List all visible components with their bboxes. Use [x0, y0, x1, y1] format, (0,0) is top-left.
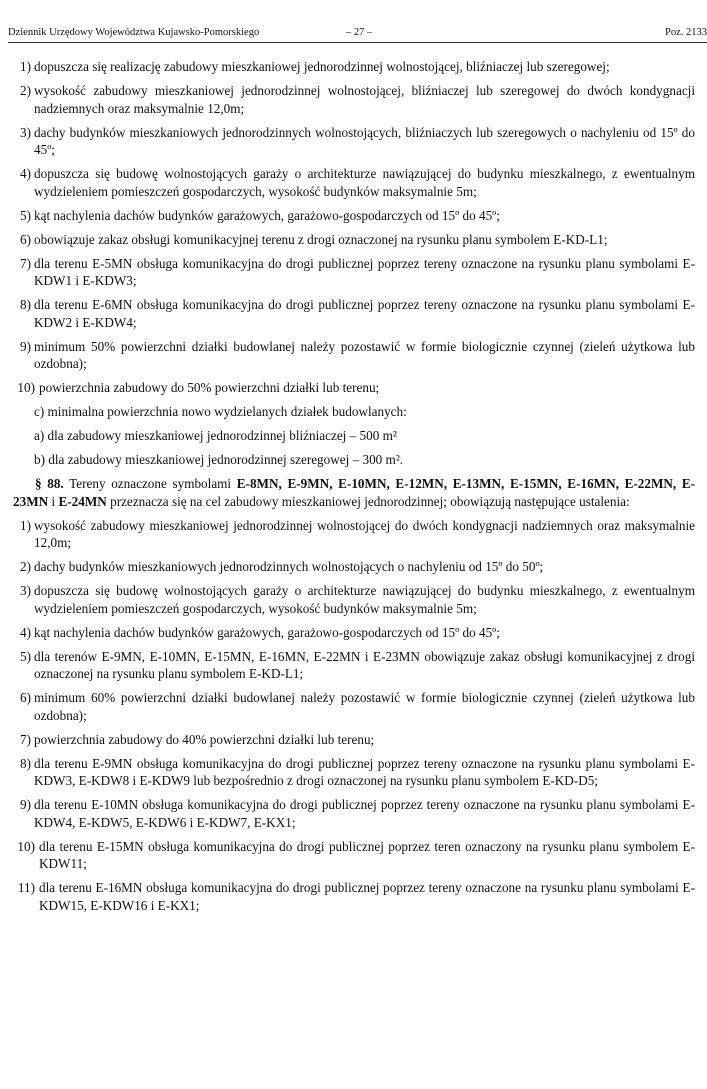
- sub-item: a) dla zabudowy mieszkaniowej jednorodzinnej bliźniaczej – 500 m²: [34, 428, 397, 443]
- header-rule: [8, 42, 707, 43]
- list-item: 2) wysokość zabudowy mieszkaniowej jednorodzinnej wolnostojącej, bliźniaczej lub szeregowej do dwóch kondygnacji nadziemnych oraz maksymalnie 12,0m;: [20, 83, 695, 116]
- sub-item: c) minimalna powierzchnia nowo wydzielanych działek budowlanych:: [34, 404, 407, 419]
- list-item: 3) dachy budynków mieszkaniowych jednorodzinnych wolnostojących, bliźniaczych lub szeregowych o nachyleniu od 15º do 45º;: [20, 124, 695, 157]
- position-number: Poz. 2133: [665, 27, 707, 38]
- list-item: 6) obowiązuje zakaz obsługi komunikacyjnej terenu z drogi oznaczonej na rysunku planu symbolem E-KD-L1;: [20, 231, 608, 247]
- document-body: [13, 58, 695, 921]
- section-symbols: E-8MN, E-9MN, E-10MN, E-12MN, E-13MN, E-15MN, E-16MN, E-22MN, E-23MN: [13, 476, 696, 509]
- list-item: 7) powierzchnia zabudowy do 40% powierzchni działki lub terenu;: [20, 731, 375, 747]
- section-mark: § 88.: [35, 476, 64, 491]
- page-header: [8, 26, 707, 40]
- list-item: 4) dopuszcza się budowę wolnostojących garaży o architekturze nawiązującej do budynku mieszkalnego, z ewentualnym wydzieleniem pomieszczeń gospodarczych, wysokość budynków maksymalnie 5m;: [20, 166, 695, 199]
- list-item: 9) minimum 50% powierzchni działki budowlanej należy pozostawić w formie biologicznie czynnej (zieleń użytkowa lub ozdobna);: [20, 338, 695, 371]
- list-item: 10) powierzchnia zabudowy do 50% powierzchni działki lub terenu;: [17, 380, 380, 395]
- list-item: 7) dla terenu E-5MN obsługa komunikacyjna do drogi publicznej poprzez tereny oznaczone na rysunku planu symbolami E-KDW1 i E-KDW3;: [20, 255, 695, 288]
- provisions-list-1: [13, 58, 695, 397]
- list-item: 5) kąt nachylenia dachów budynków garażowych, garażowo-gospodarczych od 15º do 45º;: [20, 207, 500, 223]
- list-item: 2) dachy budynków mieszkaniowych jednorodzinnych wolnostojących o nachyleniu od 15º do 50º;: [20, 559, 544, 574]
- journal-title: Dziennik Urzędowy Województwa Kujawsko-Pomorskiego: [8, 27, 260, 38]
- list-item: 5) dla terenów E-9MN, E-10MN, E-15MN, E-16MN, E-22MN i E-23MN obowiązuje zakaz obsługi komunikacyjnej z drogi oznaczonej na rysunku planu symbolem E-KD-L1;: [20, 648, 695, 681]
- list-item: 8) dla terenu E-6MN obsługa komunikacyjna do drogi publicznej poprzez tereny oznaczone na rysunku planu symbolami E-KDW2 i E-KDW4;: [20, 297, 695, 330]
- provisions-list-2: [13, 517, 695, 915]
- list-item: 4) kąt nachylenia dachów budynków garażowych, garażowo-gospodarczych od 15º do 45º;: [20, 624, 500, 640]
- list-item: 9) dla terenu E-10MN obsługa komunikacyjna do drogi publicznej poprzez tereny oznaczone na rysunku planu symbolami E-KDW4, E-KDW5, E-KDW6 i E-KDW7, E-KX1;: [20, 797, 695, 830]
- list-item: 10) dla terenu E-15MN obsługa komunikacyjna do drogi publicznej poprzez teren oznaczony na rysunku planu symbolem E-KDW11;: [17, 838, 695, 871]
- list-item: 1) wysokość zabudowy mieszkaniowej jednorodzinnej wolnostojącej do dwóch kondygnacji nadziemnych oraz maksymalnie 12,0m;: [20, 517, 695, 550]
- list-item: 8) dla terenu E-9MN obsługa komunikacyjna do drogi publicznej poprzez tereny oznaczone na rysunku planu symbolami E-KDW3, E-KDW8 i E-KDW9 lub bezpośrednio z drogi oznaczonej na rysunku planu symbolem E-KD-D5;: [20, 755, 695, 788]
- section-88-paragraph: § 88. Tereny oznaczone symbolami E-8MN, E-9MN, E-10MN, E-12MN, E-13MN, E-15MN, E-16MN, E-22MN, E-23MN i E-24MN przeznacza się na cel zabudowy mieszkaniowej jednorodzinnej; obowiązują następujące ustalenia:: [13, 476, 696, 509]
- page-number: – 27 –: [346, 27, 373, 38]
- list-item: 3) dopuszcza się budowę wolnostojących garaży o architekturze nawiązującej do budynku mieszkalnego, z ewentualnym wydzieleniem pomieszczeń gospodarczych, wysokość budynków maksymalnie 5m;: [20, 583, 695, 616]
- sub-items: [13, 403, 695, 469]
- list-item: 6) minimum 60% powierzchni działki budowlanej należy pozostawić w formie biologicznie czynnej (zieleń użytkowa lub ozdobna);: [20, 690, 695, 723]
- list-item: 11) dla terenu E-16MN obsługa komunikacyjna do drogi publicznej poprzez tereny oznaczone na rysunku planu symbolami E-KDW15, E-KDW16 i E-KX1;: [17, 880, 695, 913]
- sub-item: b) dla zabudowy mieszkaniowej jednorodzinnej szeregowej – 300 m².: [34, 452, 404, 467]
- section-last-symbol: E-24MN: [58, 493, 107, 509]
- list-item: 1) dopuszcza się realizację zabudowy mieszkaniowej jednorodzinnej wolnostojącej, bliźniaczej lub szeregowej;: [20, 59, 610, 74]
